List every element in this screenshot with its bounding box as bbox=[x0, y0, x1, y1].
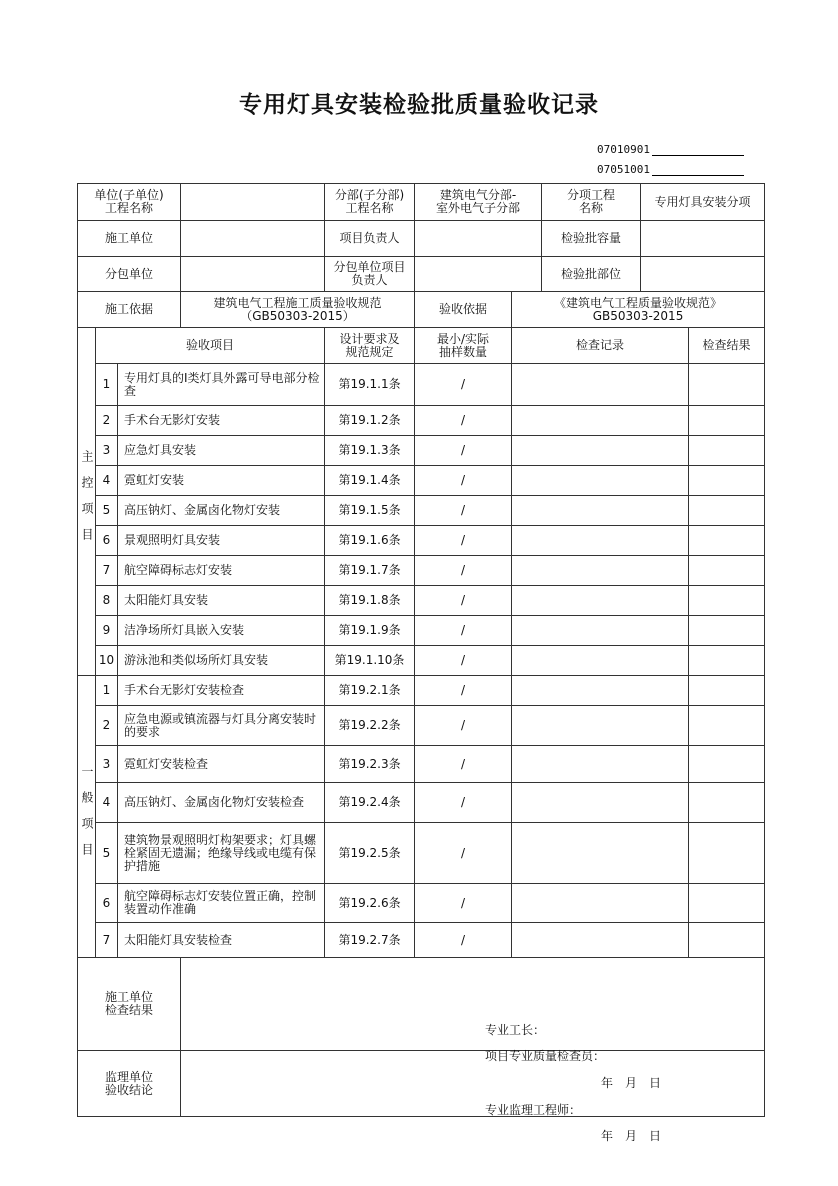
item-sample: / bbox=[415, 923, 512, 958]
item-label: 分项工程 名称 bbox=[542, 184, 641, 221]
item-name: 洁净场所灯具嵌入安装 bbox=[118, 616, 325, 646]
item-result[interactable] bbox=[689, 406, 765, 436]
item-clause: 第19.2.7条 bbox=[325, 923, 415, 958]
table-row bbox=[78, 676, 765, 706]
item-result[interactable] bbox=[689, 616, 765, 646]
item-clause: 第19.1.6条 bbox=[325, 526, 415, 556]
table-row bbox=[78, 706, 765, 746]
item-sample: / bbox=[415, 746, 512, 783]
unit-label: 单位(子单位) 工程名称 bbox=[78, 184, 181, 221]
supervisor-area[interactable] bbox=[181, 1051, 765, 1143]
item-clause: 第19.1.7条 bbox=[325, 556, 415, 586]
contractor-label: 施工单位 bbox=[78, 221, 181, 257]
item-no: 4 bbox=[96, 783, 118, 823]
item-no: 1 bbox=[96, 364, 118, 406]
item-name: 专用灯具的Ⅰ类灯具外露可导电部分检查 bbox=[118, 364, 325, 406]
engineer-label: 专业监理工程师： bbox=[485, 1102, 582, 1117]
table-row bbox=[78, 616, 765, 646]
item-result[interactable] bbox=[689, 823, 765, 884]
item-record[interactable] bbox=[512, 406, 689, 436]
item-result[interactable] bbox=[689, 706, 765, 746]
unit-value[interactable] bbox=[181, 184, 325, 221]
item-no: 5 bbox=[96, 823, 118, 884]
page-title: 专用灯具安装检验批质量验收记录 bbox=[239, 92, 599, 118]
accept-basis-label: 验收依据 bbox=[415, 292, 512, 328]
item-no: 1 bbox=[96, 676, 118, 706]
accept-basis-value: 《建筑电气工程质量验收规范》 GB50303-2015 bbox=[512, 292, 765, 328]
item-sample: / bbox=[415, 884, 512, 923]
item-record[interactable] bbox=[512, 884, 689, 923]
sub-value[interactable] bbox=[181, 257, 325, 292]
item-no: 6 bbox=[96, 526, 118, 556]
item-no: 7 bbox=[96, 556, 118, 586]
contractor-value[interactable] bbox=[181, 221, 325, 257]
general-label: 一般项目 bbox=[78, 676, 96, 958]
sub-pm-value[interactable] bbox=[415, 257, 542, 292]
item-no: 3 bbox=[96, 436, 118, 466]
item-result[interactable] bbox=[689, 676, 765, 706]
location-label: 检验批部位 bbox=[542, 257, 641, 292]
table-row bbox=[78, 746, 765, 783]
code-1 bbox=[597, 143, 744, 156]
item-name: 霓虹灯安装 bbox=[118, 466, 325, 496]
table-row bbox=[78, 466, 765, 496]
item-name: 太阳能灯具安装 bbox=[118, 586, 325, 616]
capacity-label: 检验批容量 bbox=[542, 221, 641, 257]
table-row bbox=[78, 496, 765, 526]
item-sample: / bbox=[415, 676, 512, 706]
item-no: 6 bbox=[96, 884, 118, 923]
col-item: 验收项目 bbox=[96, 328, 325, 364]
contractor-result-label: 施工单位 检查结果 bbox=[78, 958, 181, 1051]
col-record: 检查记录 bbox=[512, 328, 689, 364]
sub-pm-label: 分包单位项目 负责人 bbox=[325, 257, 415, 292]
item-name: 景观照明灯具安装 bbox=[118, 526, 325, 556]
item-sample: / bbox=[415, 526, 512, 556]
item-clause: 第19.1.2条 bbox=[325, 406, 415, 436]
item-clause: 第19.2.5条 bbox=[325, 823, 415, 884]
item-result[interactable] bbox=[689, 646, 765, 676]
item-record[interactable] bbox=[512, 586, 689, 616]
table-row bbox=[78, 556, 765, 586]
item-record[interactable] bbox=[512, 646, 689, 676]
item-result[interactable] bbox=[689, 364, 765, 406]
item-clause: 第19.1.4条 bbox=[325, 466, 415, 496]
item-no: 9 bbox=[96, 616, 118, 646]
item-record[interactable] bbox=[512, 923, 689, 958]
item-name: 高压钠灯、金属卤化物灯安装 bbox=[118, 496, 325, 526]
item-value: 专用灯具安装分项 bbox=[641, 184, 765, 221]
location-value[interactable] bbox=[641, 257, 765, 292]
item-no: 4 bbox=[96, 466, 118, 496]
item-name: 霓虹灯安装检查 bbox=[118, 746, 325, 783]
item-record[interactable] bbox=[512, 466, 689, 496]
item-record[interactable] bbox=[512, 706, 689, 746]
basis-label: 施工依据 bbox=[78, 292, 181, 328]
item-name: 应急灯具安装 bbox=[118, 436, 325, 466]
contractor-result-area[interactable] bbox=[181, 958, 765, 1090]
item-clause: 第19.1.5条 bbox=[325, 496, 415, 526]
table-row bbox=[78, 406, 765, 436]
item-clause: 第19.1.8条 bbox=[325, 586, 415, 616]
item-no: 2 bbox=[96, 406, 118, 436]
item-sample: / bbox=[415, 823, 512, 884]
item-result[interactable] bbox=[689, 586, 765, 616]
item-clause: 第19.1.10条 bbox=[325, 646, 415, 676]
item-sample: / bbox=[415, 436, 512, 466]
item-sample: / bbox=[415, 706, 512, 746]
table-row bbox=[78, 923, 765, 958]
item-name: 手术台无影灯安装检查 bbox=[118, 676, 325, 706]
item-result[interactable] bbox=[689, 496, 765, 526]
item-name: 手术台无影灯安装 bbox=[118, 406, 325, 436]
table-row bbox=[78, 364, 765, 406]
item-name: 建筑物景观照明灯构架要求；灯具螺栓紧固无遗漏；绝缘导线或电缆有保护措施 bbox=[118, 823, 325, 884]
item-record[interactable] bbox=[512, 783, 689, 823]
item-result[interactable] bbox=[689, 884, 765, 923]
table-row bbox=[78, 783, 765, 823]
item-clause: 第19.1.1条 bbox=[325, 364, 415, 406]
item-record[interactable] bbox=[512, 823, 689, 884]
item-result[interactable] bbox=[689, 783, 765, 823]
basis-value: 建筑电气工程施工质量验收规范 （GB50303-2015） bbox=[181, 292, 415, 328]
item-result[interactable] bbox=[689, 556, 765, 586]
item-name: 高压钠灯、金属卤化物灯安装检查 bbox=[118, 783, 325, 823]
item-name: 应急电源或镇流器与灯具分离安装时的要求 bbox=[118, 706, 325, 746]
inspector-label: 项目专业质量检查员： bbox=[485, 1049, 606, 1063]
item-name: 游泳池和类似场所灯具安装 bbox=[118, 646, 325, 676]
item-record[interactable] bbox=[512, 364, 689, 406]
item-no: 8 bbox=[96, 586, 118, 616]
item-no: 10 bbox=[96, 646, 118, 676]
item-sample: / bbox=[415, 406, 512, 436]
item-clause: 第19.1.3条 bbox=[325, 436, 415, 466]
item-clause: 第19.2.4条 bbox=[325, 783, 415, 823]
item-clause: 第19.2.1条 bbox=[325, 676, 415, 706]
item-record[interactable] bbox=[512, 746, 689, 783]
col-sample: 最小/实际 抽样数量 bbox=[415, 328, 512, 364]
date2-label: 年 月 日 bbox=[601, 1128, 662, 1143]
main-control-label: 主控项目 bbox=[78, 328, 96, 676]
item-name: 太阳能灯具安装检查 bbox=[118, 923, 325, 958]
item-clause: 第19.2.6条 bbox=[325, 884, 415, 923]
date-label: 年 月 日 bbox=[601, 1076, 662, 1090]
table-row bbox=[78, 884, 765, 923]
item-sample: / bbox=[415, 616, 512, 646]
capacity-value[interactable] bbox=[641, 221, 765, 257]
item-sample: / bbox=[415, 496, 512, 526]
item-result[interactable] bbox=[689, 526, 765, 556]
item-name: 航空障碍标志灯安装位置正确，控制装置动作准确 bbox=[118, 884, 325, 923]
item-sample: / bbox=[415, 586, 512, 616]
code-2 bbox=[597, 163, 744, 176]
item-sample: / bbox=[415, 364, 512, 406]
item-sample: / bbox=[415, 466, 512, 496]
pm-label: 项目负责人 bbox=[325, 221, 415, 257]
table-row bbox=[78, 436, 765, 466]
record-table bbox=[77, 183, 765, 1143]
item-sample: / bbox=[415, 783, 512, 823]
code-text: 07051001 bbox=[597, 163, 650, 176]
item-no: 7 bbox=[96, 923, 118, 958]
item-record[interactable] bbox=[512, 556, 689, 586]
item-no: 5 bbox=[96, 496, 118, 526]
pm-value[interactable] bbox=[415, 221, 542, 257]
item-record[interactable] bbox=[512, 496, 689, 526]
table-row bbox=[78, 646, 765, 676]
item-result[interactable] bbox=[689, 923, 765, 958]
supervisor-label: 监理单位 验收结论 bbox=[78, 1051, 181, 1117]
item-record[interactable] bbox=[512, 526, 689, 556]
item-result[interactable] bbox=[689, 466, 765, 496]
item-record[interactable] bbox=[512, 676, 689, 706]
division-label: 分部(子分部) 工程名称 bbox=[325, 184, 415, 221]
code-text: 07010901 bbox=[597, 143, 650, 156]
sub-label: 分包单位 bbox=[78, 257, 181, 292]
item-record[interactable] bbox=[512, 616, 689, 646]
table-row bbox=[78, 526, 765, 556]
item-name: 航空障碍标志灯安装 bbox=[118, 556, 325, 586]
foreman-label: 专业工长： bbox=[485, 1023, 546, 1037]
item-result[interactable] bbox=[689, 746, 765, 783]
item-clause: 第19.2.3条 bbox=[325, 746, 415, 783]
item-sample: / bbox=[415, 646, 512, 676]
table-row bbox=[78, 823, 765, 884]
col-result: 检查结果 bbox=[689, 328, 765, 364]
item-record[interactable] bbox=[512, 436, 689, 466]
item-result[interactable] bbox=[689, 436, 765, 466]
item-no: 2 bbox=[96, 706, 118, 746]
item-clause: 第19.2.2条 bbox=[325, 706, 415, 746]
item-sample: / bbox=[415, 556, 512, 586]
table-row bbox=[78, 586, 765, 616]
col-design: 设计要求及 规范规定 bbox=[325, 328, 415, 364]
division-value: 建筑电气分部- 室外电气子分部 bbox=[415, 184, 542, 221]
item-clause: 第19.1.9条 bbox=[325, 616, 415, 646]
item-no: 3 bbox=[96, 746, 118, 783]
